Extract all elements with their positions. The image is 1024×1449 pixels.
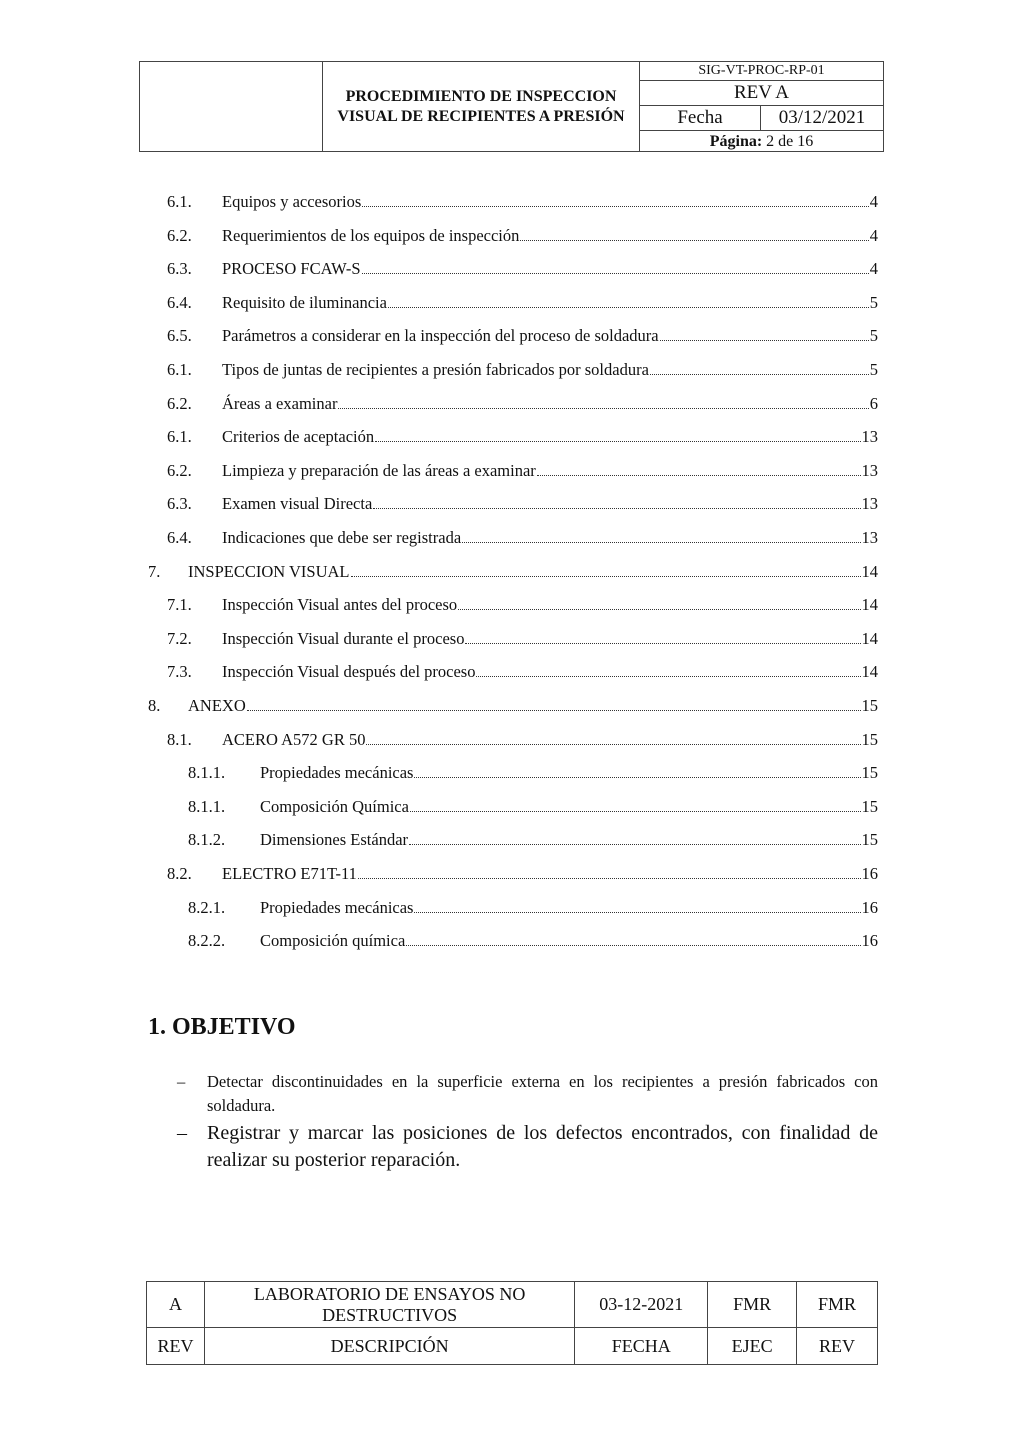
toc-entry-title: Inspección Visual antes del proceso [222, 595, 458, 615]
toc-entry-title: Composición química [260, 931, 406, 951]
dot-leader [414, 763, 860, 778]
table-row [147, 1328, 878, 1365]
dot-leader [362, 259, 869, 274]
toc-entry-title: Dimensiones Estándar [260, 830, 409, 850]
toc-entry-number: 6.4. [167, 292, 192, 312]
dot-leader [410, 797, 861, 812]
toc-entry-number: 6.3. [167, 259, 192, 279]
dot-leader [338, 394, 868, 409]
toc-entry-title: Propiedades mecánicas [260, 763, 414, 783]
toc-entry-page: 16 [861, 864, 878, 883]
toc-entry[interactable] [0, 326, 1024, 350]
toc-entry[interactable] [0, 394, 1024, 418]
toc-entry-page: 4 [869, 192, 878, 211]
dot-leader [462, 528, 860, 543]
toc-entry-number: 6.3. [167, 494, 192, 514]
ejec-header: EJEC [708, 1328, 797, 1365]
toc-entry-title: ANEXO [188, 696, 246, 715]
toc-entry-page: 15 [861, 830, 878, 850]
toc-entry-title: Composición Química [260, 796, 409, 816]
toc-entry-number: 6.5. [167, 326, 192, 346]
toc-entry[interactable] [0, 595, 1024, 619]
toc-entry-page: 14 [861, 662, 878, 682]
date-header: FECHA [575, 1328, 708, 1365]
toc-entry-page: 6 [869, 393, 878, 413]
toc-entry-title: ELECTRO E71T-11 [222, 864, 357, 883]
dot-leader [660, 326, 869, 341]
dot-leader [366, 730, 860, 745]
objective-bullet [177, 1070, 878, 1118]
dash-bullet-icon: – [177, 1072, 186, 1091]
toc-entry-number: 8. [148, 696, 161, 715]
toc-entry-number: 7.1. [167, 595, 192, 615]
toc-entry-number: 6.2. [167, 393, 192, 413]
toc-entry[interactable] [0, 494, 1024, 518]
toc-entry[interactable] [0, 830, 1024, 854]
dash-bullet-icon: – [177, 1122, 187, 1144]
table-row [147, 1282, 878, 1328]
dot-leader [414, 898, 860, 913]
dot-leader [351, 562, 861, 577]
toc-entry-title: Inspección Visual durante el proceso [222, 628, 465, 648]
dot-leader [358, 864, 861, 879]
toc-entry[interactable] [0, 360, 1024, 384]
toc-entry-title: Parámetros a considerar en la inspección del proceso de soldadura [222, 326, 659, 346]
objective-bullet [177, 1120, 878, 1174]
dot-leader [388, 293, 869, 308]
toc-entry-number: 6.1. [167, 360, 192, 379]
toc-entry[interactable] [0, 259, 1024, 283]
toc-entry-number: 6.1. [167, 427, 192, 447]
toc-entry[interactable] [0, 931, 1024, 955]
toc-entry-page: 5 [869, 326, 878, 346]
toc-entry-number: 7. [148, 561, 161, 581]
toc-entry-title: Indicaciones que debe ser registrada [222, 528, 462, 547]
document-info [640, 62, 883, 151]
toc-entry-page: 15 [861, 763, 878, 783]
toc-entry-number: 8.1.2. [188, 830, 226, 850]
toc-entry-title: Requerimientos de los equipos de inspección [222, 225, 520, 245]
rev-cell: A [147, 1282, 205, 1328]
toc-entry-page: 5 [869, 360, 878, 379]
toc-entry[interactable] [0, 696, 1024, 720]
toc-entry-page: 15 [861, 796, 878, 816]
toc-entry-number: 6.2. [167, 460, 192, 480]
dot-leader [537, 461, 861, 476]
toc-entry[interactable] [0, 293, 1024, 317]
toc-entry[interactable] [0, 763, 1024, 787]
reviewer-header: REV [797, 1328, 878, 1365]
toc-entry-page: 13 [861, 460, 878, 480]
toc-entry-number: 6.2. [167, 225, 192, 245]
dot-leader [409, 830, 860, 845]
toc-entry[interactable] [0, 562, 1024, 586]
toc-entry-page: 13 [861, 494, 878, 514]
dot-leader [373, 494, 860, 509]
toc-entry-title: INSPECCION VISUAL [188, 561, 350, 581]
toc-entry[interactable] [0, 192, 1024, 216]
description-header: DESCRIPCIÓN [204, 1328, 574, 1365]
toc-entry-number: 8.1. [167, 729, 192, 749]
toc-entry-page: 13 [861, 528, 878, 547]
toc-entry-number: 8.2.2. [188, 931, 226, 951]
dot-leader [465, 629, 860, 644]
toc-entry[interactable] [0, 427, 1024, 451]
revision-table [146, 1281, 878, 1365]
toc-entry-title: Criterios de aceptación [222, 427, 375, 447]
toc-entry-page: 15 [861, 729, 878, 749]
objective-bullet-text: Registrar y marcar las posiciones de los defectos encontrados, con finalidad de realizar su posterior reparación. [207, 1122, 878, 1171]
document-title: PROCEDIMIENTO DE INSPECCION VISUAL DE RECIPIENTES A PRESIÓN [323, 62, 640, 151]
document-code: SIG-VT-PROC-RP-01 [640, 62, 883, 81]
toc-entry-title: Tipos de juntas de recipientes a presión fabricados por soldadura [222, 360, 649, 379]
rev-header: REV [147, 1328, 205, 1365]
toc-entry-page: 16 [861, 931, 878, 951]
objective-bullet-text: Detectar discontinuidades en la superficie externa en los recipientes a presión fabricados con soldadura. [207, 1072, 878, 1115]
dot-leader [406, 931, 860, 946]
toc-entry-title: Requisito de iluminancia [222, 292, 387, 312]
dot-leader [247, 696, 861, 711]
ejec-cell: FMR [708, 1282, 797, 1328]
toc-entry-page: 15 [861, 696, 878, 715]
document-header [139, 61, 884, 152]
toc-entry-page: 5 [869, 292, 878, 312]
date-label: Fecha [640, 106, 761, 130]
date-value: 03/12/2021 [778, 107, 866, 128]
toc-entry[interactable] [0, 629, 1024, 653]
date-cell: 03-12-2021 [575, 1282, 708, 1328]
dot-leader [458, 595, 860, 610]
dot-leader [375, 427, 860, 442]
revision-label: REV A [640, 81, 883, 106]
page-value: 2 de 16 [766, 133, 814, 150]
logo-cell [140, 62, 323, 151]
toc-entry[interactable] [0, 662, 1024, 686]
toc-entry-page: 14 [861, 595, 878, 615]
dot-leader [476, 662, 860, 677]
toc-entry[interactable] [0, 864, 1024, 888]
toc-entry-number: 8.2. [167, 864, 192, 883]
toc-entry-title: Inspección Visual después del proceso [222, 662, 476, 682]
toc-entry-number: 8.1.1. [188, 763, 226, 783]
toc-entry-page: 14 [861, 628, 878, 648]
toc-entry-page: 13 [861, 427, 878, 447]
toc-entry-title: Equipos y accesorios [222, 192, 362, 211]
toc-entry-page: 4 [869, 259, 878, 279]
toc-entry-title: Limpieza y preparación de las áreas a examinar [222, 460, 536, 480]
toc-entry[interactable] [0, 898, 1024, 922]
section-heading-objetivo: 1. OBJETIVO [148, 1014, 296, 1040]
dot-leader [362, 192, 868, 207]
toc-entry-page: 16 [861, 897, 878, 917]
dot-leader [650, 360, 869, 375]
reviewer-cell: FMR [797, 1282, 878, 1328]
page-indicator [640, 131, 883, 153]
toc-entry-title: Examen visual Directa [222, 494, 373, 514]
toc-entry-title: Propiedades mecánicas [260, 897, 414, 917]
toc-entry[interactable] [0, 461, 1024, 485]
toc-entry-page: 4 [869, 225, 878, 245]
toc-entry-number: 8.1.1. [188, 796, 226, 816]
toc-entry[interactable] [0, 797, 1024, 821]
toc-entry-number: 8.2.1. [188, 897, 226, 917]
toc-entry-number: 6.4. [167, 528, 192, 547]
toc-entry[interactable] [0, 730, 1024, 754]
toc-entry[interactable] [0, 226, 1024, 250]
toc-entry-number: 6.1. [167, 192, 192, 211]
toc-entry-title: PROCESO FCAW-S [222, 259, 361, 279]
toc-entry[interactable] [0, 528, 1024, 552]
page-label: Página: [709, 133, 763, 150]
toc-entry-page: 14 [861, 561, 878, 581]
dot-leader [520, 226, 868, 241]
toc-entry-number: 7.2. [167, 628, 192, 648]
toc-entry-number: 7.3. [167, 662, 192, 682]
toc-entry-title: Áreas a examinar [222, 393, 338, 413]
toc-entry-title: ACERO A572 GR 50 [222, 729, 366, 749]
description-cell: LABORATORIO DE ENSAYOS NO DESTRUCTIVOS [204, 1282, 574, 1328]
date-row [640, 106, 883, 131]
